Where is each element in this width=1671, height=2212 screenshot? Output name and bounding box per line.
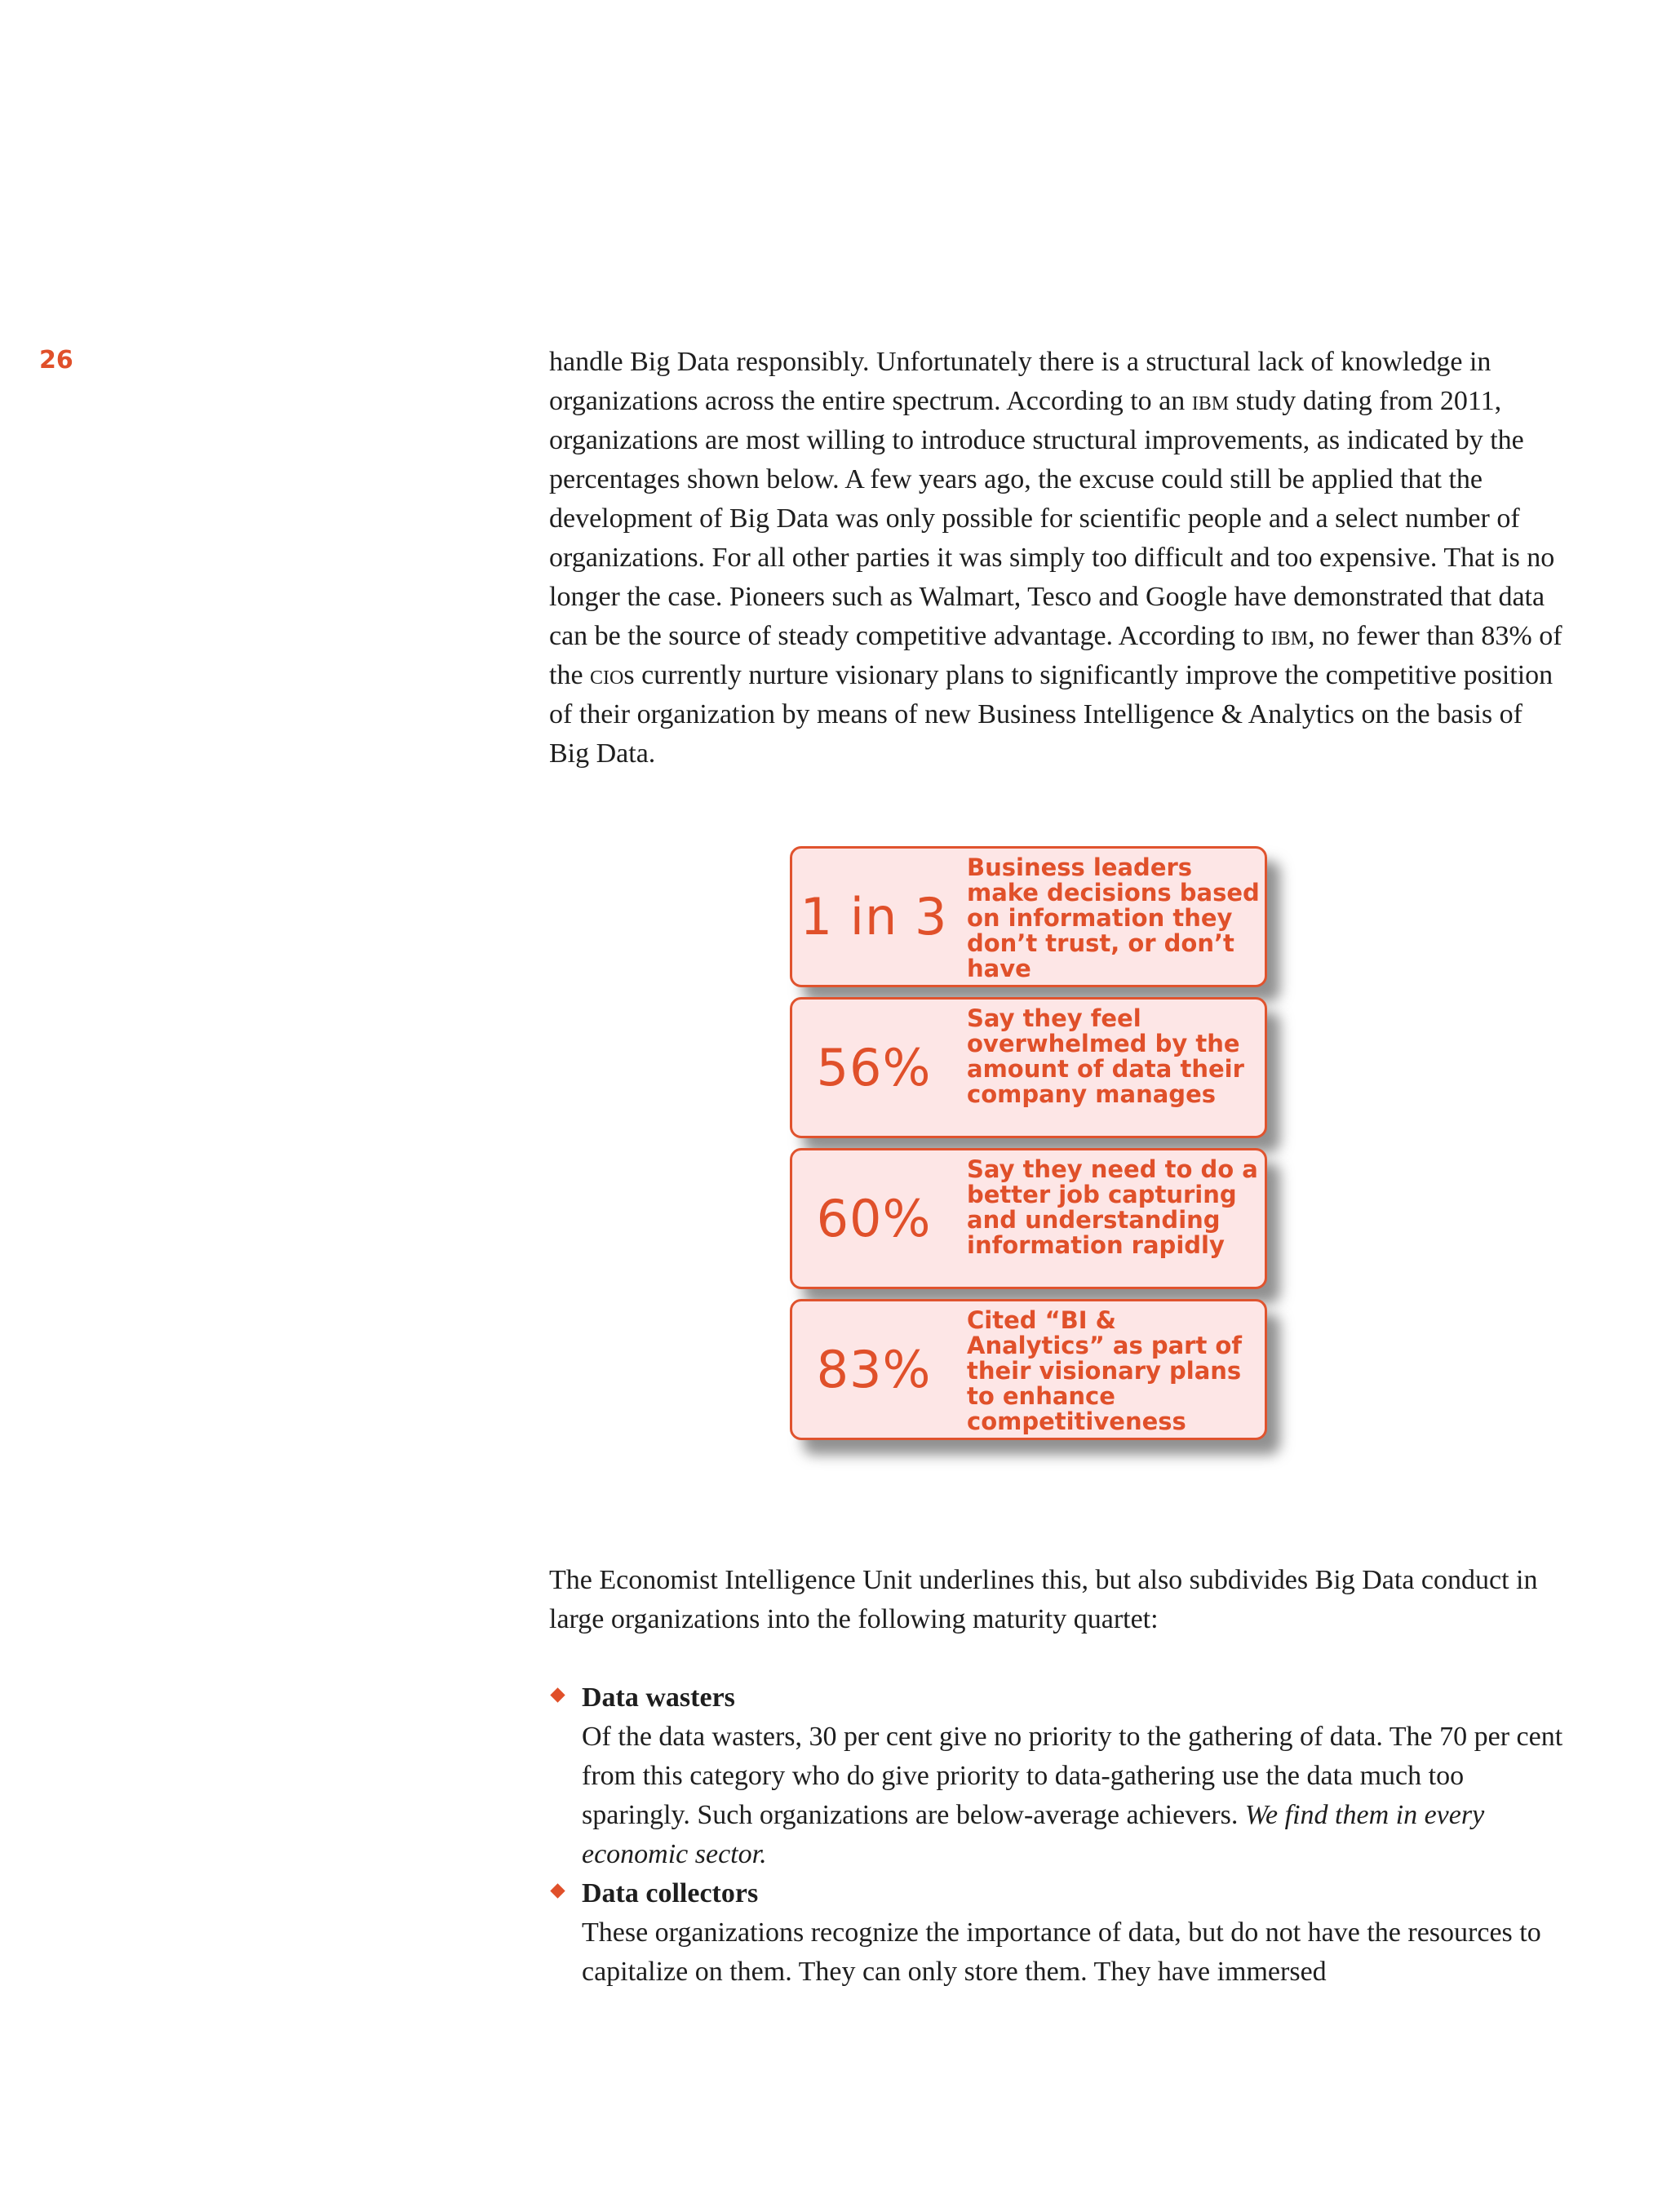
stat-value: 56% bbox=[816, 1038, 932, 1097]
ibm-abbrev: ibm bbox=[1270, 621, 1308, 651]
stat-box-56-percent bbox=[790, 997, 1267, 1138]
bullet-body bbox=[582, 1718, 1569, 1874]
intro-text bbox=[549, 343, 1569, 774]
stat-description: Business leaders make decisions based on information they don’t trust, or don’t have bbox=[967, 853, 1260, 982]
stat-value: 83% bbox=[816, 1340, 932, 1399]
stat-box-60-percent bbox=[790, 1148, 1267, 1289]
bullet-title: Data wasters bbox=[582, 1682, 735, 1713]
stat-value: 60% bbox=[816, 1189, 932, 1248]
stats-infographic bbox=[790, 846, 1267, 1450]
stat-box-1-in-3 bbox=[790, 846, 1267, 987]
intro-text-part: s currently nurture visionary plans to significantly improve the competitive position of their organization by means of new Business Intelligence & Analytics on the basis of Big Data. bbox=[549, 660, 1554, 769]
bullet-body bbox=[582, 1913, 1569, 1992]
cio-abbrev: cio bbox=[590, 660, 624, 690]
bullet-emphasis: We find them in every economic sector. bbox=[582, 1800, 1485, 1869]
diamond-bullet-icon bbox=[550, 1883, 565, 1898]
list-item-data-wasters bbox=[549, 1678, 1569, 1874]
diamond-bullet-icon bbox=[550, 1687, 565, 1702]
bullet-body-text: These organizations recognize the importance of data, but do not have the resources to capitalize on them. They can only store them. They have immersed bbox=[582, 1917, 1541, 1987]
eiu-paragraph bbox=[549, 1561, 1569, 1639]
list-item-data-collectors bbox=[549, 1874, 1569, 1992]
page-number: 26 bbox=[39, 346, 73, 375]
stat-value: 1 in 3 bbox=[800, 887, 948, 946]
intro-text-part: , no fewer than 83% of the bbox=[549, 621, 1562, 690]
stat-description: Say they need to do a better job capturing and understanding information rapidly bbox=[967, 1155, 1258, 1259]
bullet-body-text: Of the data wasters, 30 per cent give no priority to the gathering of data. The 70 per cent from this category who do give priority to data-gathering use the data much too sparingly. Such organizations are below-average achievers. bbox=[582, 1722, 1563, 1830]
intro-text-part: handle Big Data responsibly. Unfortunately there is a structural lack of knowledge in organizations across the entire spectrum. According to an bbox=[549, 347, 1491, 416]
stat-description: Cited “BI & Analytics” as part of their visionary plans to enhance competitiveness bbox=[967, 1306, 1242, 1435]
stat-box-83-percent bbox=[790, 1299, 1267, 1440]
intro-paragraph bbox=[549, 343, 1569, 774]
maturity-list bbox=[549, 1678, 1569, 1992]
stat-description: Say they feel overwhelmed by the amount of data their company manages bbox=[967, 1004, 1244, 1108]
bullet-title: Data collectors bbox=[582, 1878, 759, 1908]
eiu-text: The Economist Intelligence Unit underlines this, but also subdivides Big Data conduct in large organizations into the following maturity quartet: bbox=[549, 1565, 1538, 1634]
ibm-abbrev: ibm bbox=[1191, 386, 1230, 416]
intro-text-part: study dating from 2011, organizations are most willing to introduce structural improvements, as indicated by the percentages shown below. A few years ago, the excuse could still be applied that the development of Big Data was only possible for scientific people and a select number of organizations. For all other parties it was simply too difficult and too expensive. That is no longer the case. Pioneers such as Walmart, Tesco and Google have demonstrated that data can be the source of steady competitive advantage. According to bbox=[549, 386, 1555, 651]
